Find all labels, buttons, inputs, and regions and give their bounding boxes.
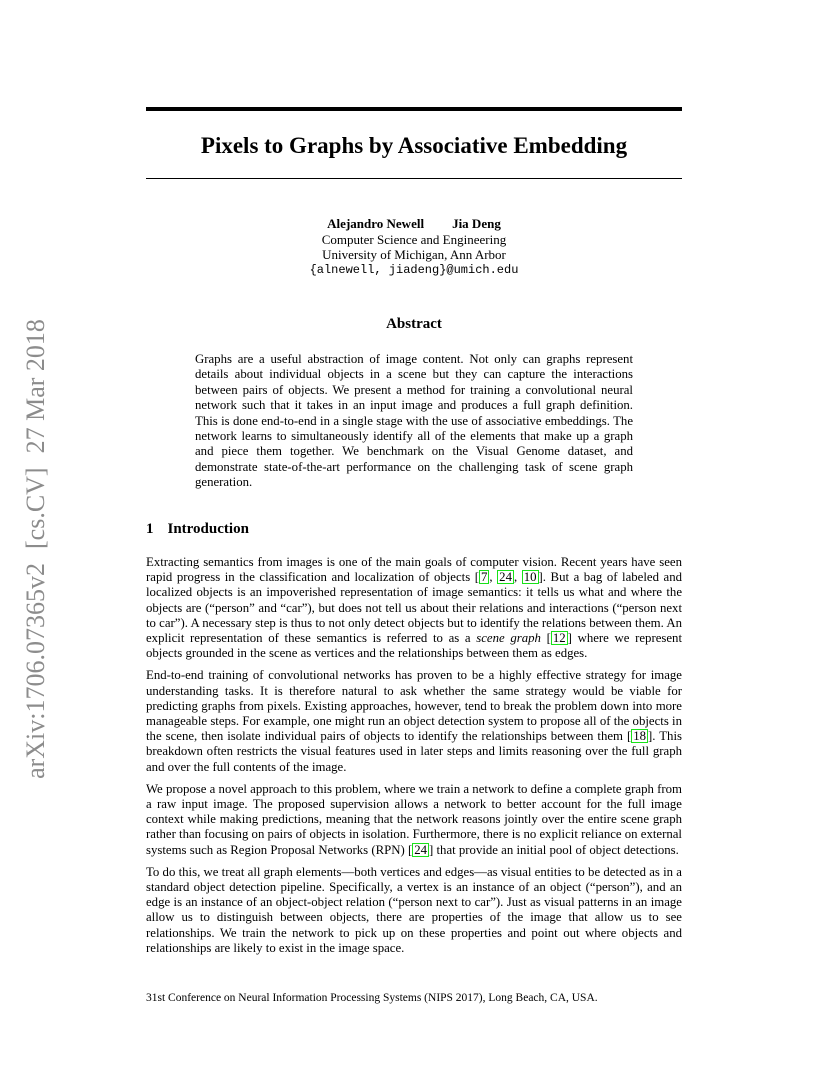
- author-block: [146, 216, 682, 278]
- arxiv-date: 27 Mar 2018: [21, 319, 50, 454]
- paragraph: To do this, we treat all graph elements—both vertices and edges—as visual entities to be detected as in a standard object detection pipeline. Specifically, a vertex is an instance of an object (“person”), and an edge is an instance of an object-object relation (“person next to car”). Just as visual patterns in an image allow us to distinguish between objects, there are properties of the image that allow us to see relationships. We train the network to pick up on these properties and point out where objects and relationships are likely to exist in the image space.: [146, 864, 682, 955]
- paragraph-text: where we represent objects grounded in the scene as vertices and the relationships between them as edges.: [146, 631, 682, 661]
- author-email: {alnewell, jiadeng}@umich.edu: [309, 262, 519, 277]
- paragraph: End-to-end training of convolutional networks has proven to be a highly effective strategy for image understanding tasks. It is therefore natural to ask whether the same strategy would be viable for predicting graphs from pixels. Existing approaches, however, tend to break the problem down into more manageable steps. For example, one might run an object detection system to propose all of the objects in the scene, then isolate individual pairs of objects to identify the relationships between them [ 18 ]. This breakdown often restricts the visual features used in later steps and limits reasoning over the full graph and over the full contents of the image.: [146, 668, 682, 774]
- introduction-body: [146, 555, 682, 963]
- title-bottom-rule: [146, 178, 682, 179]
- citation-link[interactable]: 10: [523, 570, 537, 585]
- abstract-text: Graphs are a useful abstraction of image content. Not only can graphs represent details about individual objects in a scene but they can capture the interactions between pairs of objects. We present a method for training a convolutional neural network such that it takes in an input image and produces a full graph definition. This is done end-to-end in a single stage with the use of associative embeddings. The network learns to simultaneously identify all of the elements that make up a graph and piece them together. We benchmark on the Visual Genome dataset, and demonstrate state-of-the-art performance on the challenging task of scene graph generation.: [195, 352, 633, 490]
- title-top-rule: [146, 107, 682, 111]
- section-title: Introduction: [167, 521, 249, 537]
- paragraph: We propose a novel approach to this problem, where we train a network to define a complete graph from a raw input image. The proposed supervision allows a network to better account for the full image context while making predictions, meaning that the network reasons jointly over the entire scene graph rather than focusing on pairs of objects in isolation. Furthermore, there is no explicit reliance on external systems such as Region Proposal Networks (RPN) [ 24 ] that provide an initial pool of object detections.: [146, 781, 682, 857]
- paragraph-text: We propose a novel approach to this problem, where we train a network to define a complete graph from a raw input image. The proposed supervision allows a network to better account for the full image context while making predictions, meaning that the network reasons jointly over the entire scene graph rather than focusing on pairs of objects in isolation. Furthermore, there is no explicit reliance on external systems such as Region Proposal Networks (RPN): [146, 781, 682, 857]
- citation-link[interactable]: 12: [552, 631, 566, 646]
- section-heading-introduction: [146, 518, 249, 540]
- conference-footnote: 31st Conference on Neural Information Processing Systems (NIPS 2017), Long Beach, CA, USA.: [146, 992, 598, 1004]
- author-names: [146, 216, 682, 232]
- citation-link[interactable]: 7: [481, 570, 488, 585]
- paragraph-text: Extracting semantics from images is one of the main goals of computer vision. Recent years have seen rapid progress in the classification and localization of objects: [146, 555, 682, 585]
- emphasized-term: scene graph: [476, 631, 541, 646]
- paragraph-text: that provide an initial pool of object detections.: [433, 842, 679, 857]
- paper-title: Pixels to Graphs by Associative Embedding: [200, 133, 628, 158]
- paragraph-text: . This breakdown often restricts the visual features used in later steps and limits reasoning over the full graph and over the full contents of the image.: [146, 729, 682, 774]
- paragraph-text: But a bag of labeled and localized objects is an impoverished representation of image semantics: it tells us what and where the objects are (“person” and “car”), but does not tell us about their relations and interactions (“person next to car”). A necessary step is thus to not only detect objects but to identify the relations between them. An explicit representation of these semantics is referred to as a: [146, 570, 682, 646]
- paragraph-text: End-to-end training of convolutional networks has proven to be a highly effective strategy for image understanding tasks. It is therefore natural to ask whether the same strategy would be viable for predicting graphs from pixels. Existing approaches, however, tend to break the problem down into more manageable steps. For example, one might run an object detection system to propose all of the objects in the scene, then isolate individual pairs of objects to identify the relationships between them: [146, 668, 682, 744]
- affiliation-university: University of Michigan, Ann Arbor: [322, 247, 506, 262]
- arxiv-category: [cs.CV]: [21, 467, 50, 549]
- paragraph: Extracting semantics from images is one of the main goals of computer vision. Recent years have seen rapid progress in the classification and localization of objects [ 7 , 24 , 10 ]. But a bag of labeled and localized objects is an impoverished representation of image semantics: it tells us what and where the objects are (“person” and “car”), but does not tell us about their relations and interactions (“person next to car”). A necessary step is thus to not only detect objects but to identify the relations between them. An explicit representation of these semantics is referred to as a scene graph [ 12 ] where we represent objects grounded in the scene as vertices and the relationships between them as edges.: [146, 555, 682, 661]
- citation-link[interactable]: 18: [633, 729, 647, 744]
- section-number: 1: [146, 521, 154, 537]
- abstract-heading: Abstract: [386, 316, 442, 332]
- citation-link[interactable]: 24: [499, 570, 512, 585]
- affiliation-department: Computer Science and Engineering: [321, 231, 507, 247]
- author-name: Jia Deng: [452, 216, 501, 231]
- author-name: Alejandro Newell: [327, 216, 425, 231]
- arxiv-id[interactable]: arXiv:1706.07365v2: [21, 563, 50, 779]
- arxiv-sidebar-identifier: [16, 289, 56, 809]
- citation-link[interactable]: 24: [414, 842, 428, 857]
